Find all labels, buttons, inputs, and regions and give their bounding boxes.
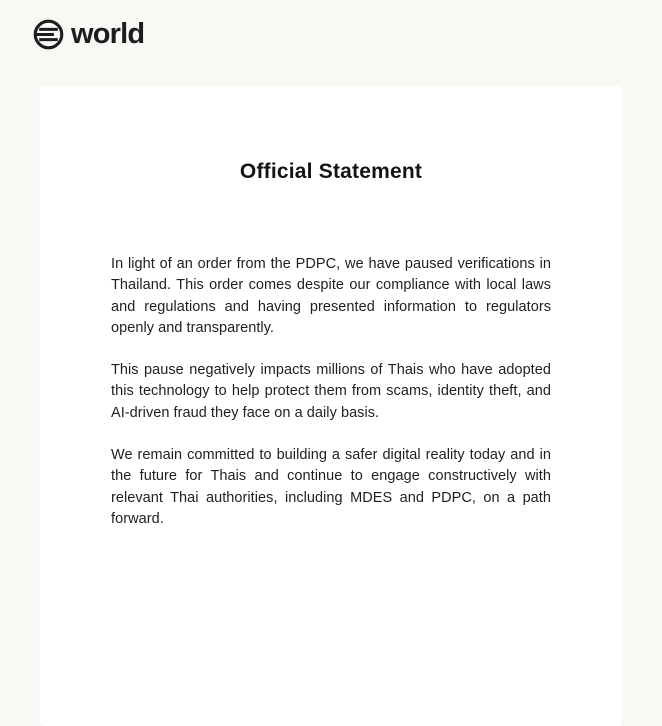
- brand-header: [0, 0, 662, 50]
- statement-body: [111, 254, 551, 530]
- statement-paragraph: In light of an order from the PDPC, we have paused verifications in Thailand. This order comes despite our compliance with local laws and regulations and having presented information to regulators openly and transparently.: [111, 256, 551, 336]
- statement-paragraph: We remain committed to building a safer digital reality today and in the future for Thais and continue to engage constructively with relevant Thai authorities, including MDES and PDPC, on a path forward.: [111, 447, 551, 527]
- statement-card: [40, 86, 622, 726]
- statement-title: Official Statement: [239, 160, 423, 183]
- brand-wordmark: world: [71, 18, 145, 50]
- world-globe-icon[interactable]: [33, 19, 64, 50]
- statement-paragraph: This pause negatively impacts millions of Thais who have adopted this technology to help protect them from scams, identity theft, and AI-driven fraud they face on a daily basis.: [111, 362, 551, 421]
